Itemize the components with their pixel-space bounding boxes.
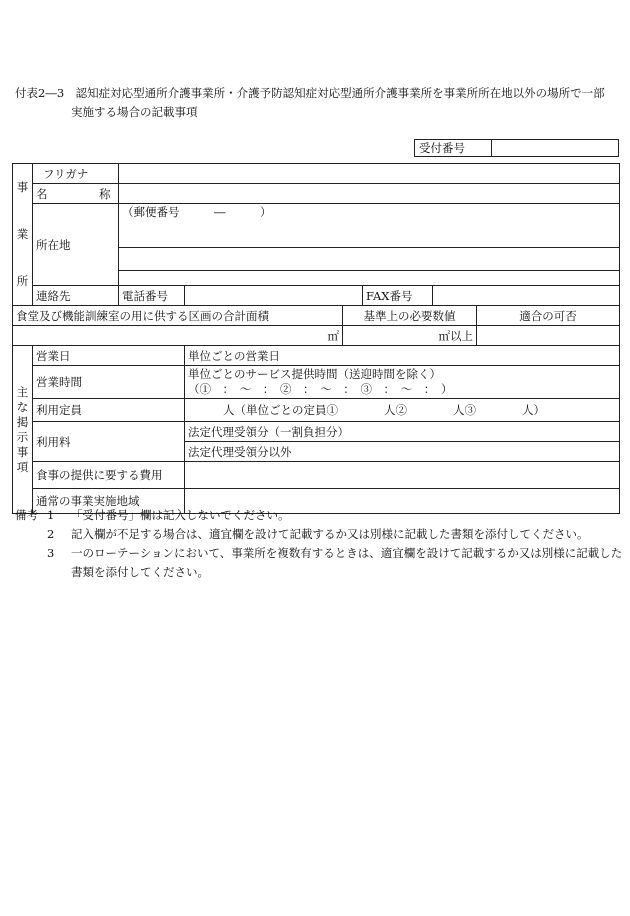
business-hours-field[interactable] xyxy=(185,366,620,399)
receipt-number-field[interactable] xyxy=(492,140,619,157)
note-number: 3 xyxy=(47,546,55,560)
fee-label: 利用料 xyxy=(33,422,185,462)
application-form-table xyxy=(12,163,620,514)
area-label: 食堂及び機能訓練室の用に供する区画の合計面積 xyxy=(13,306,343,326)
business-days-label: 営業日 xyxy=(33,346,185,366)
required-unit: ㎡以上 xyxy=(438,328,473,343)
form-title xyxy=(15,84,620,122)
meal-cost-field[interactable] xyxy=(185,462,620,489)
address-field-2[interactable] xyxy=(119,271,620,286)
fax-field[interactable] xyxy=(433,286,620,306)
note-item xyxy=(15,506,623,525)
form-title-line1: 付表2―3 認知症対応型通所介護事業所・介護予防認知症対応型通所介護事業所を事業所所在地以外の場所で一部 xyxy=(15,86,605,100)
receipt-number-label: 受付番号 xyxy=(415,140,492,157)
address-field[interactable] xyxy=(119,248,620,271)
area-value-field[interactable] xyxy=(13,326,343,346)
business-hours-line2: （① ： ～ ： ② ： ～ ： ③ ： ～ ： ） xyxy=(188,382,453,396)
contact-label: 連絡先 xyxy=(33,286,119,306)
compliance-label: 適合の可否 xyxy=(477,306,620,326)
furigana-label: フリガナ xyxy=(33,164,119,184)
business-days-field[interactable]: 単位ごとの営業日 xyxy=(185,346,620,366)
required-value-field[interactable] xyxy=(343,326,477,346)
fee-field-1[interactable]: 法定代理受領分（一割負担分） xyxy=(185,422,620,442)
phone-label: 電話番号 xyxy=(119,286,185,306)
phone-field[interactable] xyxy=(185,286,363,306)
note-item xyxy=(15,525,623,544)
note-number: 2 xyxy=(47,527,55,541)
note-text: 記入欄が不足する場合は、適宜欄を設けて記載するか又は別様に記載した書類を添付してください。 xyxy=(71,527,589,541)
office-section-label xyxy=(13,164,33,306)
capacity-field[interactable]: 人（単位ごとの定員① 人② 人③ 人） xyxy=(185,399,620,422)
service-area-label: 通常の事業実施地域 xyxy=(33,489,185,514)
postal-code-field[interactable]: （郵便番号 ― ） xyxy=(119,204,620,248)
office-name-field[interactable] xyxy=(119,184,620,204)
main-items-section-text: 主な掲示事項 xyxy=(16,384,29,474)
receipt-number-box xyxy=(414,139,619,157)
main-items-section-label xyxy=(13,346,33,514)
note-text: 「受付番号」欄は記入しないでください。 xyxy=(71,508,290,522)
area-unit: ㎡ xyxy=(327,328,339,343)
note-text: 一のローテーションにおいて、事業所を複数有するときは、適宜欄を設けて記載するか又は別様に記載した書類を添付してください。 xyxy=(71,546,623,579)
office-name-label: 名 称 xyxy=(33,184,119,204)
note-item xyxy=(15,544,623,582)
notes-heading: 備考 xyxy=(15,508,38,522)
fax-label: FAX番号 xyxy=(363,286,433,306)
form-title-line2: 実施する場合の記載事項 xyxy=(71,105,198,119)
meal-cost-label: 食事の提供に要する費用 xyxy=(33,462,185,489)
address-label: 所在地 xyxy=(33,204,119,286)
note-number: 1 xyxy=(47,508,55,522)
furigana-field[interactable] xyxy=(119,164,620,184)
notes-section xyxy=(15,506,623,582)
business-hours-label: 営業時間 xyxy=(33,366,185,399)
compliance-field[interactable] xyxy=(477,326,620,346)
office-section-text: 事業所 xyxy=(16,180,29,288)
fee-field-2[interactable]: 法定代理受領分以外 xyxy=(185,442,620,462)
capacity-label: 利用定員 xyxy=(33,399,185,422)
required-value-label: 基準上の必要数値 xyxy=(343,306,477,326)
business-hours-line1: 単位ごとのサービス提供時間（送迎時間を除く） xyxy=(188,367,441,381)
